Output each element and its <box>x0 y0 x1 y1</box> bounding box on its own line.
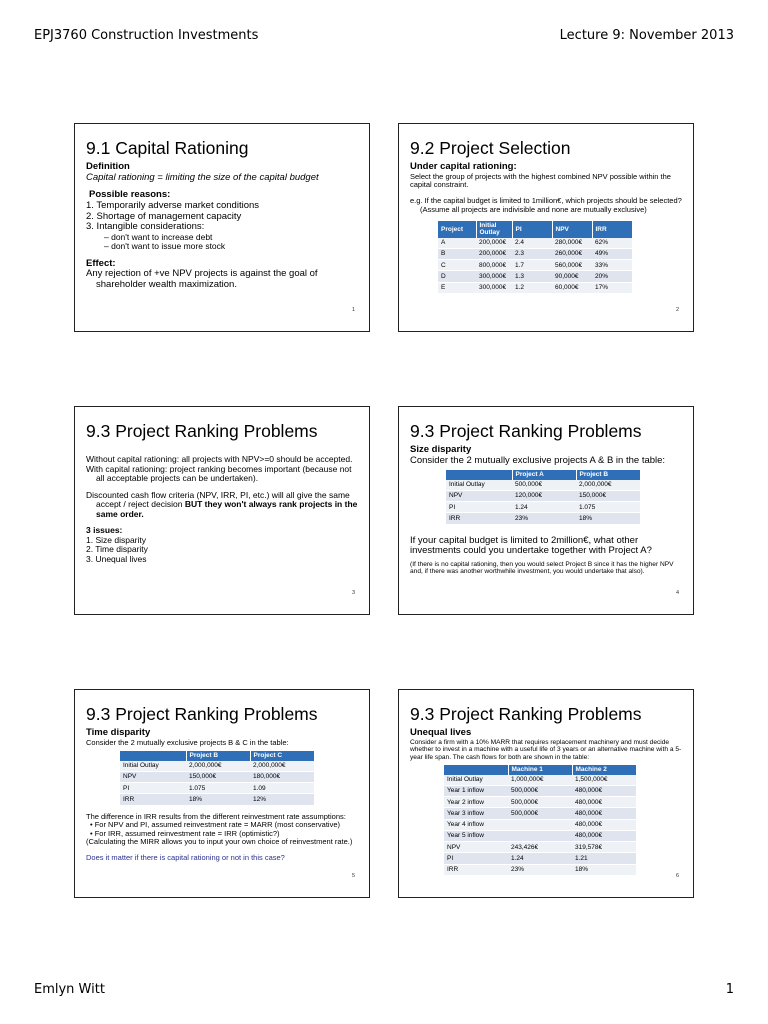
issues-list <box>86 536 361 565</box>
column-header: IRR <box>592 221 632 238</box>
column-header: NPV <box>552 221 592 238</box>
table-row: B 200,000€ 2.3 260,000€ 49% <box>438 248 632 259</box>
list-item: 2. Shortage of management capacity <box>86 210 242 222</box>
table-row: Initial Outlay 2,000,000€ 2,000,000€ <box>120 761 314 772</box>
paragraph: Consider the 2 mutually exclusive projects A & B in the table: <box>410 454 666 466</box>
paragraph: Consider the 2 mutually exclusive projects B & C in the table: <box>86 737 289 747</box>
author-name: Emlyn Witt <box>34 982 105 997</box>
size-disparity-table <box>446 470 641 524</box>
reasons-heading: Possible reasons: <box>89 189 171 201</box>
list-item: 1. Temporarily adverse market conditions <box>86 199 260 211</box>
paragraph: (Calculating the MIRR allows you to input your own choice of reinvestment rate.) <box>86 837 353 847</box>
paragraph: Discounted cash flow criteria (NPV, IRR, PI, etc.) will all give the same accept / reject decision BUT they won't always rank projects in the same order. <box>86 489 358 519</box>
slide-3 <box>74 406 370 615</box>
slide-number: 5 <box>351 873 355 879</box>
subheading: Under capital rationing: <box>410 161 517 172</box>
definition-text: Capital rationing = limiting the size of the capital budget <box>86 171 319 183</box>
question-text: Does it matter if there is capital rationing or not in this case? <box>86 853 285 863</box>
effect-text: Any rejection of +ve NPV projects is against the goal of shareholder wealth maximization. <box>86 268 318 291</box>
table-row: Year 2 inflow 500,000€ 480,000€ <box>444 797 636 808</box>
slide-title: 9.1 Capital Rationing <box>86 138 249 158</box>
column-header <box>120 751 186 760</box>
paragraph: The difference in IRR results from the different reinvestment rate assumptions: <box>86 811 346 821</box>
table-row: D 300,000€ 1.3 90,000€ 20% <box>438 271 632 282</box>
list-item: – don't want to issue more stock <box>104 241 226 252</box>
subheading: Time disparity <box>86 727 151 738</box>
table-row: IRR 23% 18% <box>446 513 640 524</box>
course-title: EPJ3760 Construction Investments <box>34 28 259 43</box>
lecture-date: Lecture 9: November 2013 <box>559 28 734 43</box>
column-header: Machine 2 <box>572 765 636 774</box>
column-header: Project C <box>250 751 314 760</box>
column-header <box>446 470 512 479</box>
column-header: Project B <box>576 470 640 479</box>
effect-heading: Effect: <box>86 257 116 269</box>
unequal-lives-table <box>444 765 637 876</box>
subheading: Unequal lives <box>410 727 472 738</box>
slide-title: 9.3 Project Ranking Problems <box>86 421 318 441</box>
table-row: NPV 243,426€ 319,578€ <box>444 842 636 853</box>
column-header <box>444 765 508 774</box>
page-number: 1 <box>725 982 734 997</box>
slide-2 <box>398 123 694 332</box>
list-item: • For IRR, assumed reinvestment rate = IRR (optimistic?) <box>90 828 280 838</box>
table-row: PI 1.24 1.21 <box>444 853 636 864</box>
table-row: C 800,000€ 1.7 560,000€ 33% <box>438 260 632 271</box>
slide-4 <box>398 406 694 615</box>
slide-number: 3 <box>351 590 355 596</box>
reasons-list <box>86 201 361 233</box>
column-header: Machine 1 <box>508 765 572 774</box>
list-item: 2. Time disparity <box>86 544 148 555</box>
sub-reasons-list <box>86 233 361 252</box>
table-row: NPV 120,000€ 150,000€ <box>446 490 640 501</box>
table-row: PI 1.075 1.09 <box>120 783 314 794</box>
slide-number: 2 <box>675 307 679 313</box>
project-table <box>438 221 633 294</box>
slide-title: 9.3 Project Ranking Problems <box>86 704 318 724</box>
paragraph: Without capital rationing: all projects with NPV>=0 should be accepted. <box>86 454 353 464</box>
slide-number: 1 <box>351 307 355 313</box>
definition-heading: Definition <box>86 161 130 172</box>
slide-title: 9.3 Project Ranking Problems <box>410 421 642 441</box>
list-item: 3. Intangible considerations: <box>86 221 205 233</box>
list-item: • For NPV and PI, assumed reinvestment rate = MARR (most conservative) <box>90 820 341 830</box>
table-row: E 300,000€ 1.2 60,000€ 17% <box>438 282 632 293</box>
column-header: Project B <box>186 751 250 760</box>
list-item: 1. Size disparity <box>86 534 146 545</box>
slide-1 <box>74 123 370 332</box>
time-disparity-table <box>120 751 315 805</box>
table-row: IRR 18% 12% <box>120 794 314 805</box>
issues-heading: 3 issues: <box>86 525 123 536</box>
table-row: A 200,000€ 2.4 280,000€ 62% <box>438 238 632 249</box>
paragraph: Consider a firm with a 10% MARR that requires replacement machinery and must decide whether to invest in a machine with a useful life of 3 years or an alternative machine with a 5-year life span. The cash flows for both are shown in the table: <box>410 738 682 761</box>
list-item: – don't want to increase debt <box>104 231 213 242</box>
paragraph: Select the group of projects with the highest combined NPV possible within the capital constraint. <box>410 171 671 190</box>
list-item: 3. Unequal lives <box>86 553 147 564</box>
table-row: Year 4 inflow 480,000€ <box>444 819 636 830</box>
column-header: Project A <box>512 470 576 479</box>
paragraph: With capital rationing: project ranking becomes important (because not all acceptable projects can be undertaken). <box>86 463 352 484</box>
assumptions-list <box>86 821 361 838</box>
table-row: NPV 150,000€ 180,000€ <box>120 771 314 782</box>
paragraph: e.g. If the capital budget is limited to 1million€, which projects should be selected? (Assume all projects are indivisible and none are mutually exclusive) <box>410 195 682 214</box>
table-row: PI 1.24 1.075 <box>446 502 640 513</box>
slide-number: 4 <box>675 590 679 596</box>
slide-5 <box>74 689 370 898</box>
column-header: Project <box>438 221 476 238</box>
slide-number: 6 <box>675 873 679 879</box>
table-row: Initial Outlay 500,000€ 2,000,000€ <box>446 480 640 491</box>
column-header: PI <box>512 221 552 238</box>
table-row: Year 1 inflow 500,000€ 480,000€ <box>444 785 636 796</box>
question-text: If your capital budget is limited to 2million€, what other investments could you undertake together with Project A? <box>410 534 652 557</box>
table-row: Year 5 inflow 480,000€ <box>444 830 636 841</box>
table-row: Year 3 inflow 500,000€ 480,000€ <box>444 808 636 819</box>
table-row: Initial Outlay 1,000,000€ 1,500,000€ <box>444 775 636 786</box>
note-text: (If there is no capital rationing, then you would select Project B since it has the higher NPV and, if there was another worthwhile investment, you would undertake that also). <box>410 560 674 576</box>
slide-title: 9.2 Project Selection <box>410 138 571 158</box>
slide-6 <box>398 689 694 898</box>
column-header: Initial Outlay <box>476 221 512 238</box>
slide-title: 9.3 Project Ranking Problems <box>410 704 642 724</box>
table-row: IRR 23% 18% <box>444 864 636 875</box>
subheading: Size disparity <box>410 444 472 455</box>
